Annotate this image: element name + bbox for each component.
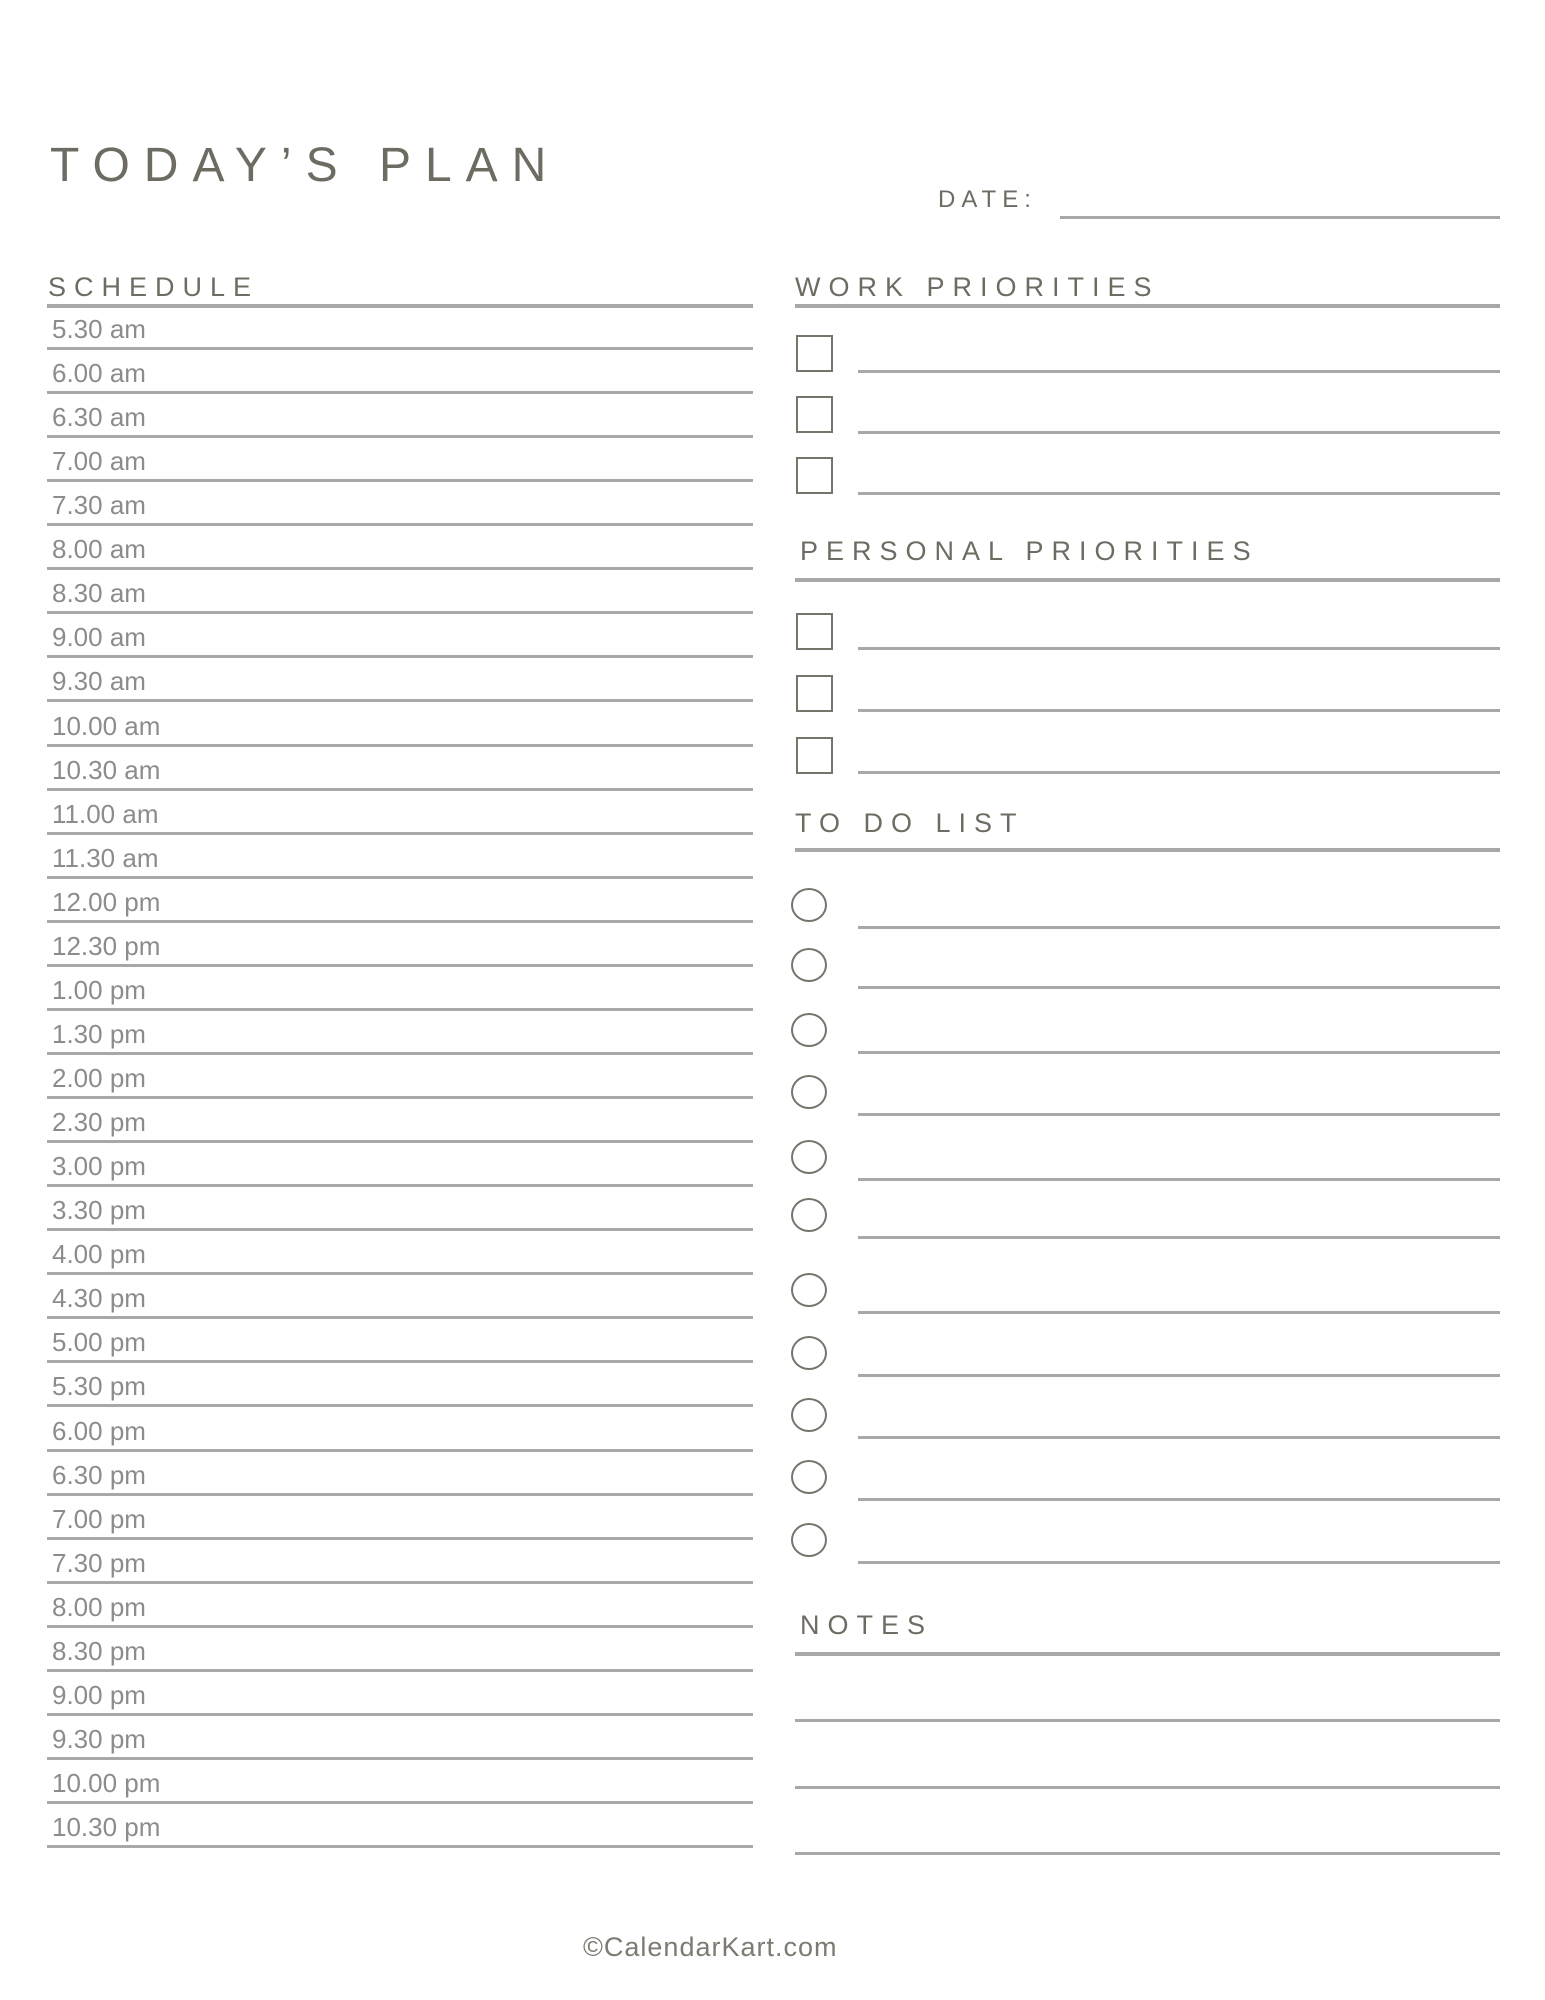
personal-priority-checkbox[interactable] <box>796 675 833 712</box>
work-priorities-heading: WORK PRIORITIES <box>795 272 1160 302</box>
schedule-entry-line[interactable] <box>47 1140 753 1143</box>
todo-text-line[interactable] <box>858 1236 1500 1239</box>
todo-circle-bullet[interactable] <box>791 888 827 922</box>
schedule-heading-rule <box>47 304 753 308</box>
work-priority-text-line[interactable] <box>858 370 1500 373</box>
schedule-time-label: 6.30 am <box>52 402 146 433</box>
todo-circle-bullet[interactable] <box>791 1140 827 1174</box>
schedule-entry-line[interactable] <box>47 655 753 658</box>
schedule-time-label: 8.30 am <box>52 578 146 609</box>
todo-circle-bullet[interactable] <box>791 948 827 982</box>
schedule-entry-line[interactable] <box>47 347 753 350</box>
schedule-time-label: 2.00 pm <box>52 1063 146 1094</box>
schedule-entry-line[interactable] <box>47 1052 753 1055</box>
schedule-time-label: 10.30 am <box>52 754 161 785</box>
todo-text-line[interactable] <box>858 1178 1500 1181</box>
schedule-entry-line[interactable] <box>47 1404 753 1407</box>
schedule-time-label: 9.30 pm <box>52 1723 146 1754</box>
schedule-entry-line[interactable] <box>47 1316 753 1319</box>
date-label: DATE: <box>938 186 1037 213</box>
todo-rule <box>795 848 1500 852</box>
notes-heading: NOTES <box>800 1610 934 1640</box>
date-input-line[interactable] <box>1060 216 1500 219</box>
todo-text-line[interactable] <box>858 1051 1500 1054</box>
schedule-time-label: 12.00 pm <box>52 886 161 917</box>
todo-circle-bullet[interactable] <box>791 1198 827 1232</box>
schedule-entry-line[interactable] <box>47 1625 753 1628</box>
todo-text-line[interactable] <box>858 1436 1500 1439</box>
schedule-time-label: 11.30 am <box>52 842 159 873</box>
schedule-time-label: 10.00 am <box>52 710 161 741</box>
schedule-entry-line[interactable] <box>47 1801 753 1804</box>
schedule-time-label: 7.30 pm <box>52 1547 146 1578</box>
personal-priority-text-line[interactable] <box>858 771 1500 774</box>
schedule-time-label: 9.00 am <box>52 622 146 653</box>
schedule-entry-line[interactable] <box>47 1669 753 1672</box>
schedule-entry-line[interactable] <box>47 1493 753 1496</box>
schedule-entry-line[interactable] <box>47 391 753 394</box>
schedule-time-label: 6.30 pm <box>52 1459 146 1490</box>
schedule-entry-line[interactable] <box>47 1272 753 1275</box>
schedule-time-label: 7.30 am <box>52 490 146 521</box>
todo-text-line[interactable] <box>858 1561 1500 1564</box>
work-priority-checkbox[interactable] <box>796 396 833 433</box>
schedule-time-label: 12.30 pm <box>52 930 161 961</box>
schedule-time-label: 3.30 pm <box>52 1195 146 1226</box>
schedule-time-label: 3.00 pm <box>52 1151 146 1182</box>
todo-text-line[interactable] <box>858 926 1500 929</box>
work-priority-checkbox[interactable] <box>796 457 833 494</box>
schedule-entry-line[interactable] <box>47 567 753 570</box>
personal-priorities-heading: PERSONAL PRIORITIES <box>800 536 1259 566</box>
todo-circle-bullet[interactable] <box>791 1336 827 1370</box>
schedule-entry-line[interactable] <box>47 832 753 835</box>
schedule-entry-line[interactable] <box>47 1845 753 1848</box>
notes-line[interactable] <box>795 1719 1500 1722</box>
schedule-entry-line[interactable] <box>47 788 753 791</box>
todo-circle-bullet[interactable] <box>791 1273 827 1307</box>
schedule-entry-line[interactable] <box>47 611 753 614</box>
todo-text-line[interactable] <box>858 1374 1500 1377</box>
todo-circle-bullet[interactable] <box>791 1460 827 1494</box>
todo-circle-bullet[interactable] <box>791 1013 827 1047</box>
notes-line[interactable] <box>795 1786 1500 1789</box>
work-priorities-rule <box>795 304 1500 308</box>
work-priority-text-line[interactable] <box>858 431 1500 434</box>
schedule-entry-line[interactable] <box>47 964 753 967</box>
schedule-time-label: 8.00 am <box>52 534 146 565</box>
schedule-entry-line[interactable] <box>47 1449 753 1452</box>
schedule-time-label: 10.00 pm <box>52 1767 161 1798</box>
schedule-time-label: 8.30 pm <box>52 1635 146 1666</box>
schedule-time-label: 4.30 pm <box>52 1283 146 1314</box>
schedule-entry-line[interactable] <box>47 876 753 879</box>
work-priority-text-line[interactable] <box>858 492 1500 495</box>
notes-heading-rule <box>795 1652 1500 1656</box>
todo-circle-bullet[interactable] <box>791 1398 827 1432</box>
schedule-time-label: 5.00 pm <box>52 1327 146 1358</box>
schedule-time-label: 6.00 pm <box>52 1415 146 1446</box>
todo-text-line[interactable] <box>858 1113 1500 1116</box>
todo-heading: TO DO LIST <box>795 808 1025 838</box>
schedule-entry-line[interactable] <box>47 1008 753 1011</box>
work-priority-checkbox[interactable] <box>796 335 833 372</box>
schedule-time-label: 1.00 pm <box>52 974 146 1005</box>
schedule-time-label: 2.30 pm <box>52 1107 146 1138</box>
schedule-entry-line[interactable] <box>47 523 753 526</box>
todo-text-line[interactable] <box>858 986 1500 989</box>
personal-priorities-rule <box>795 578 1500 582</box>
schedule-time-label: 6.00 am <box>52 358 146 389</box>
schedule-entry-line[interactable] <box>47 1581 753 1584</box>
personal-priority-text-line[interactable] <box>858 647 1500 650</box>
todo-circle-bullet[interactable] <box>791 1523 827 1557</box>
page-title: TODAY’S PLAN <box>50 139 561 192</box>
schedule-time-label: 7.00 am <box>52 446 146 477</box>
schedule-entry-line[interactable] <box>47 1537 753 1540</box>
schedule-time-label: 11.00 am <box>52 798 159 829</box>
schedule-entry-line[interactable] <box>47 1228 753 1231</box>
schedule-time-label: 9.30 am <box>52 666 146 697</box>
todo-text-line[interactable] <box>858 1311 1500 1314</box>
schedule-time-label: 7.00 pm <box>52 1503 146 1534</box>
schedule-entry-line[interactable] <box>47 1360 753 1363</box>
notes-line[interactable] <box>795 1852 1500 1855</box>
schedule-time-label: 5.30 am <box>52 314 146 344</box>
schedule-time-label: 1.30 pm <box>52 1018 146 1049</box>
todo-circle-bullet[interactable] <box>791 1075 827 1109</box>
todo-text-line[interactable] <box>858 1498 1500 1501</box>
schedule-time-label: 8.00 pm <box>52 1591 146 1622</box>
schedule-heading: SCHEDULE <box>48 272 260 302</box>
schedule-entry-line[interactable] <box>47 744 753 747</box>
schedule-time-label: 9.00 pm <box>52 1679 146 1710</box>
schedule-entry-line[interactable] <box>47 1713 753 1716</box>
schedule-entry-line[interactable] <box>47 920 753 923</box>
schedule-time-label: 4.00 pm <box>52 1239 146 1270</box>
schedule-time-label: 5.30 pm <box>52 1371 146 1402</box>
schedule-entry-line[interactable] <box>47 435 753 438</box>
personal-priority-text-line[interactable] <box>858 709 1500 712</box>
schedule-time-label: 10.30 pm <box>52 1812 161 1843</box>
personal-priority-checkbox[interactable] <box>796 613 833 650</box>
schedule-entry-line[interactable] <box>47 479 753 482</box>
schedule-entry-line[interactable] <box>47 1096 753 1099</box>
personal-priority-checkbox[interactable] <box>796 737 833 774</box>
schedule-entry-line[interactable] <box>47 699 753 702</box>
schedule-entry-line[interactable] <box>47 1757 753 1760</box>
footer-credit: ©CalendarKart.com <box>583 1932 838 1962</box>
schedule-entry-line[interactable] <box>47 1184 753 1187</box>
